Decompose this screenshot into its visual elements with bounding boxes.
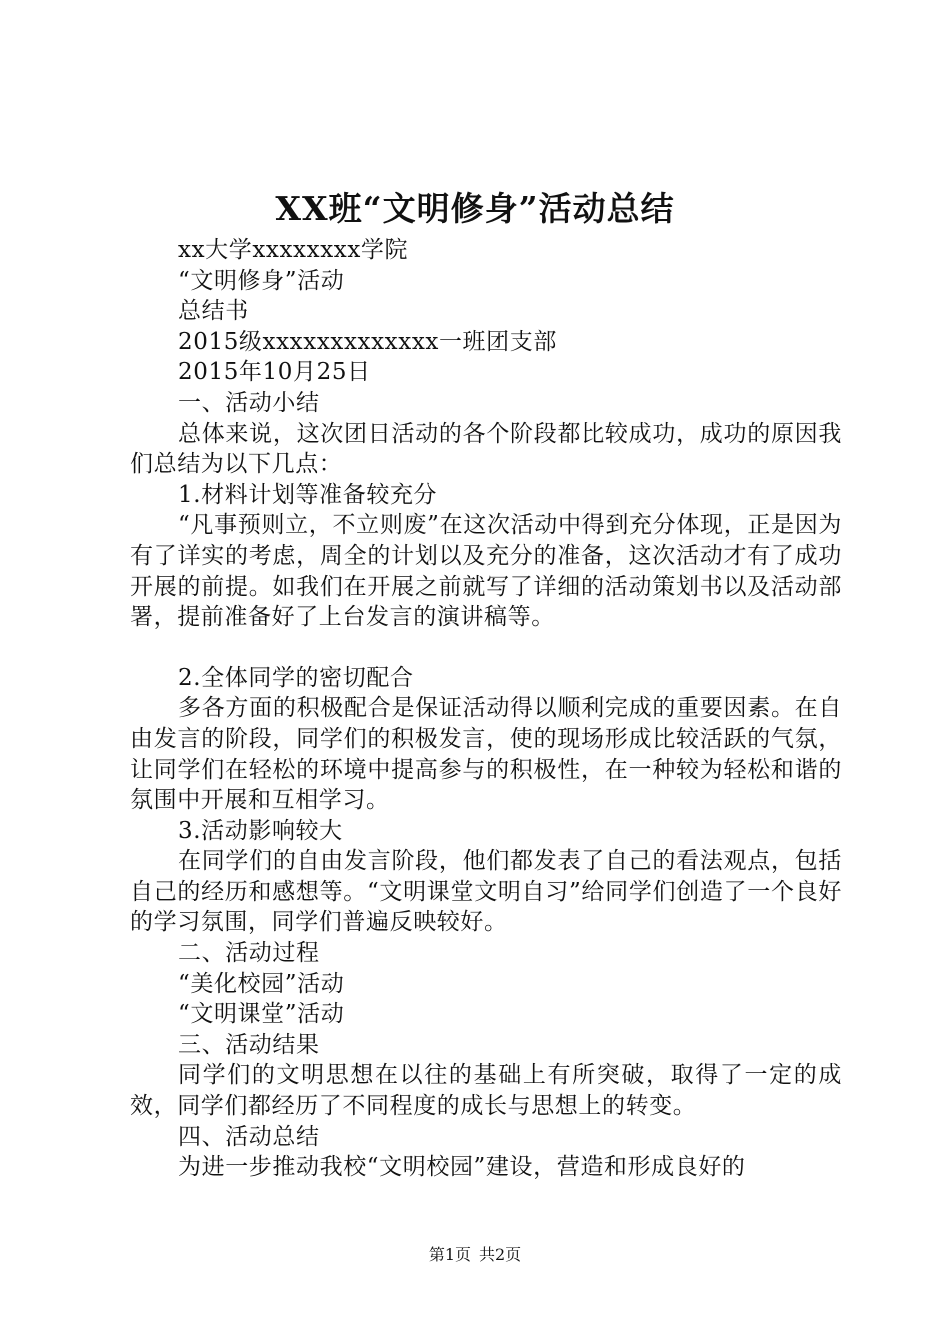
document-title: XX班“文明修身”活动总结 (275, 189, 675, 228)
page-footer (0, 1244, 950, 1266)
paragraph: “文明修身”活动 (178, 267, 345, 294)
document-body (130, 235, 842, 1183)
paragraph: “美化校园”活动 (178, 970, 345, 997)
paragraph: “文明课堂”活动 (178, 1001, 345, 1028)
paragraph: 为进一步推动我校“文明校园”建设，营造和形成良好的 (178, 1154, 746, 1181)
subsection-heading: 3.活动影响较大 (178, 817, 343, 844)
section-heading: 三、活动结果 (178, 1031, 320, 1058)
paragraph: 在同学们的自由发言阶段，他们都发表了自己的看法观点，包括自己的经历和感想等。“文明课堂文明自习”给同学们创造了一个良好的学习氛围，同学们普遍反映较好。 (130, 848, 842, 936)
paragraph: xx大学xxxxxxxx学院 (178, 237, 409, 263)
subsection-heading: 1.材料计划等准备较充分 (178, 481, 438, 508)
page-total: 共2页 (479, 1245, 522, 1264)
subsection-heading: 2.全体同学的密切配合 (178, 664, 414, 691)
paragraph: 多各方面的积极配合是保证活动得以顺利完成的重要因素。在自由发言的阶段，同学们的积极发言，使的现场形成比较活跃的气氛，让同学们在轻松的环境中提高参与的积极性，在一种较为轻松和谐的氛围中开展和互相学习。 (130, 695, 842, 814)
paragraph: 2015年10月25日 (178, 359, 371, 386)
page-number: 第1页 (428, 1245, 471, 1264)
section-heading: 四、活动总结 (178, 1123, 320, 1150)
paragraph: 总体来说，这次团日活动的各个阶段都比较成功，成功的原因我们总结为以下几点： (130, 420, 842, 478)
section-heading: 二、活动过程 (178, 940, 320, 967)
paragraph: 总结书 (178, 298, 249, 325)
section-heading: 一、活动小结 (178, 389, 320, 416)
paragraph: “凡事预则立，不立则废”在这次活动中得到充分体现，正是因为有了详实的考虑，周全的计划以及充分的准备，这次活动才有了成功开展的前提。如我们在开展之前就写了详细的活动策划书以及活动部署，提前准备好了上台发言的演讲稿等。 (130, 512, 842, 631)
paragraph: 同学们的文明思想在以往的基础上有所突破，取得了一定的成效，同学们都经历了不同程度的成长与思想上的转变。 (130, 1062, 842, 1120)
paragraph: 2015级xxxxxxxxxxxxx一班团支部 (178, 328, 557, 355)
